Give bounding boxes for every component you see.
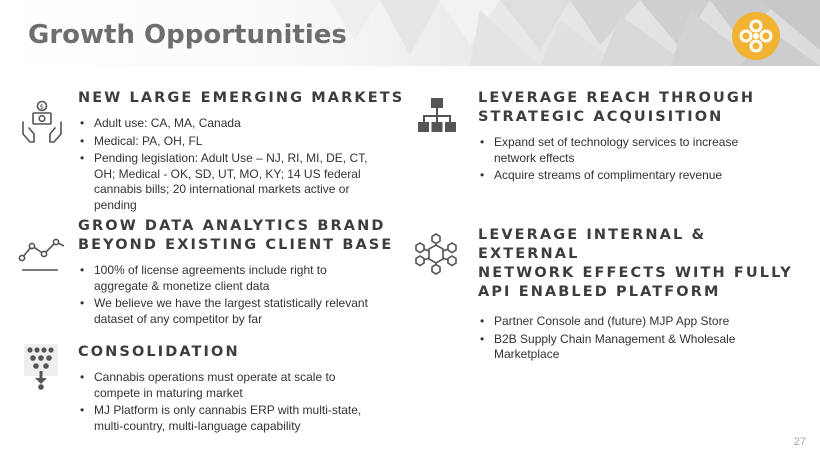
company-logo: [732, 12, 780, 60]
bullet-list: [78, 116, 378, 213]
list-item: • Adult use: CA, MA, Canada: [78, 116, 378, 132]
list-item: • Cannabis operations must operate at scale to compete in maturing market: [78, 370, 378, 401]
page-title: Growth Opportunities: [28, 20, 347, 50]
merge-dots-icon: [24, 344, 58, 395]
list-item: • Partner Console and (future) MJP App Store: [478, 314, 758, 330]
list-item: • Pending legislation: Adult Use – NJ, RI, MI, DE, CT, OH; Medical - OK, SD, UT, MO, KY; 14 US federal cannabis bills; 20 international markets active or pending: [78, 151, 378, 213]
svg-text:$: $: [39, 103, 44, 111]
hexagon-network-icon: [414, 233, 458, 280]
section-consolidation: [78, 343, 408, 436]
section-data-analytics: [78, 217, 418, 329]
section-new-markets: [78, 89, 408, 215]
section-title-line: API ENABLED PLATFORM: [478, 284, 721, 300]
line-chart-icon: [18, 238, 66, 277]
bullet-list: [478, 314, 758, 363]
org-chart-icon: [418, 98, 456, 139]
list-item: • 100% of license agreements include right to aggregate & monetize client data: [78, 263, 368, 294]
section-title: [478, 226, 813, 302]
section-title-line: BEYOND EXISTING CLIENT BASE: [78, 237, 394, 253]
list-item: • B2B Supply Chain Management & Wholesale Marketplace: [478, 332, 758, 363]
section-title-line: LEVERAGE REACH THROUGH: [478, 90, 756, 106]
section-network-effects: [478, 226, 813, 365]
bullet-list: [478, 135, 768, 184]
section-title-line: NETWORK EFFECTS WITH FULLY: [478, 265, 793, 281]
list-item: • Expand set of technology services to increase network effects: [478, 135, 768, 166]
section-title-line: GROW DATA ANALYTICS BRAND: [78, 218, 386, 234]
money-in-hands-icon: [20, 100, 64, 151]
section-acquisition: [478, 89, 808, 186]
bullet-list: [78, 370, 378, 434]
list-item: • Medical: PA, OH, FL: [78, 134, 378, 150]
section-title: [478, 89, 808, 127]
bullet-list: [78, 263, 368, 327]
page-number: 27: [793, 436, 806, 448]
section-title: [78, 217, 418, 255]
list-item: • MJ Platform is only cannabis ERP with multi-state, multi-country, multi-language capability: [78, 403, 378, 434]
section-title: CONSOLIDATION: [78, 344, 240, 360]
section-title-line: STRATEGIC ACQUISITION: [478, 109, 724, 125]
section-title-line: LEVERAGE INTERNAL & EXTERNAL: [478, 227, 707, 262]
section-title: NEW LARGE EMERGING MARKETS: [78, 90, 405, 106]
list-item: • Acquire streams of complimentary revenue: [478, 168, 768, 184]
list-item: • We believe we have the largest statistically relevant dataset of any competitor by far: [78, 296, 368, 327]
